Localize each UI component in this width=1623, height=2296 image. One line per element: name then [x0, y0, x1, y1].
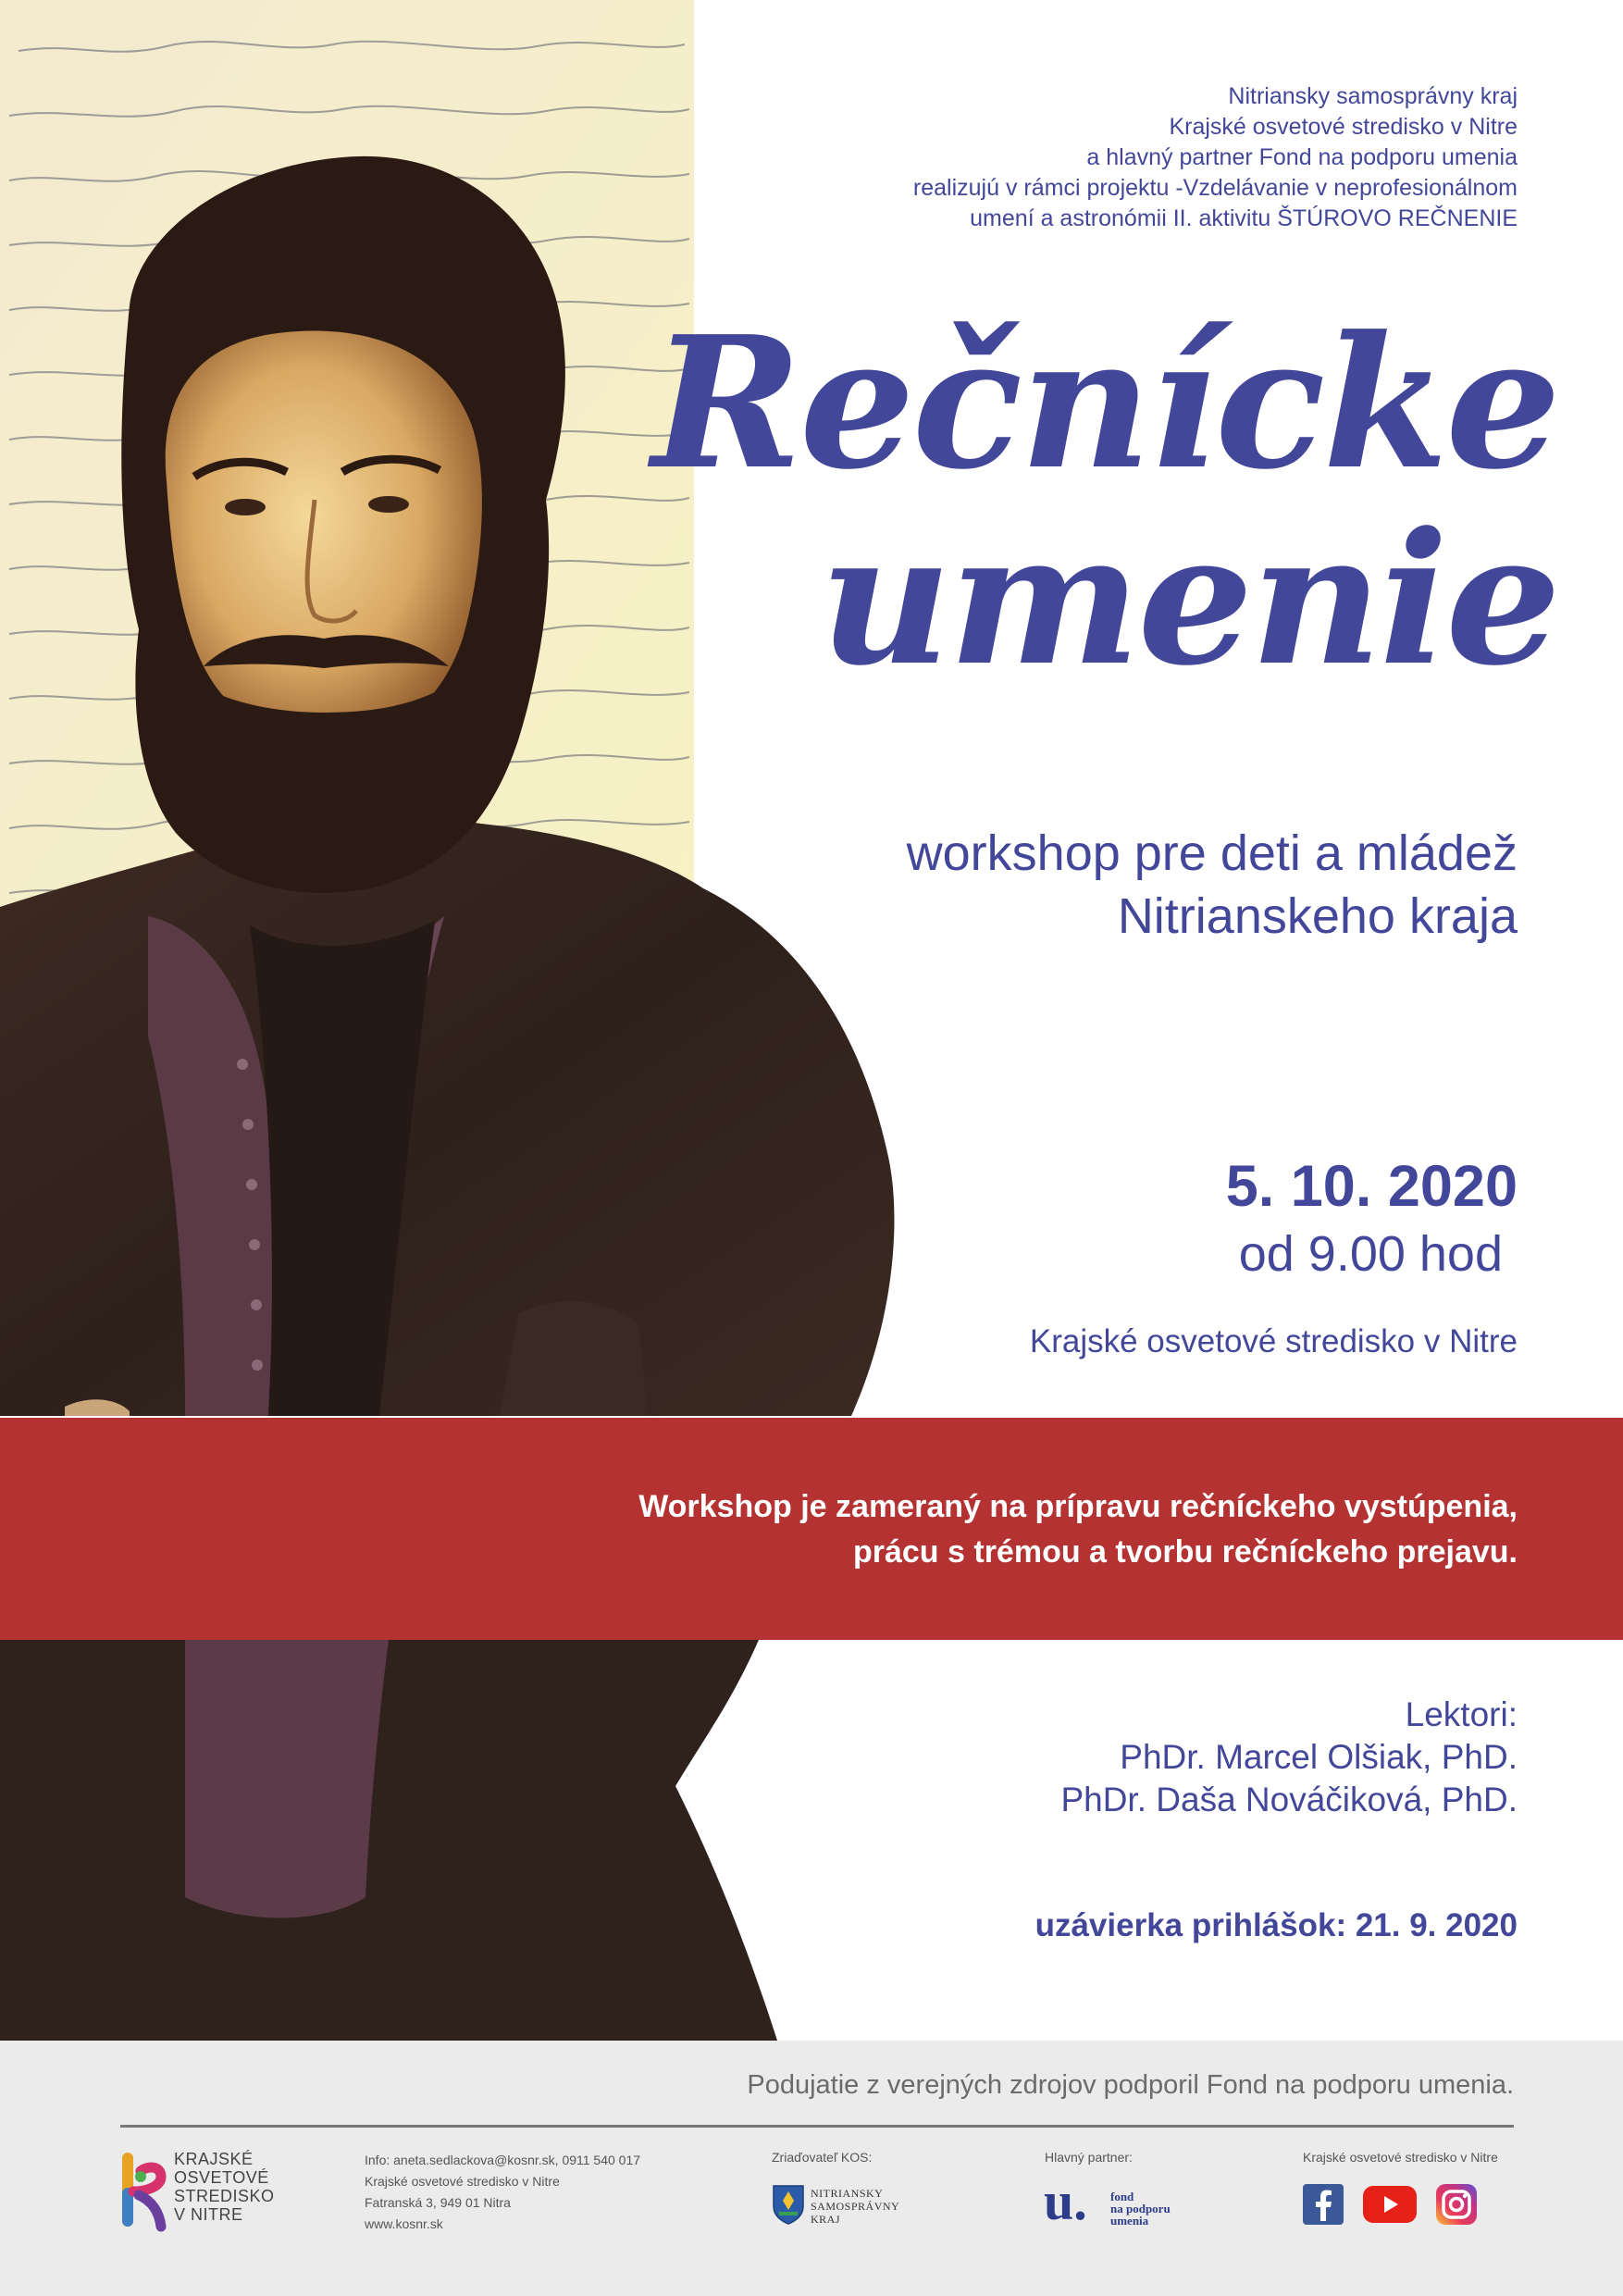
header-line: realizujú v rámci projektu -Vzdelávanie v neprofesionálnom	[912, 175, 1518, 201]
fpu-logo-text	[1110, 2191, 1171, 2227]
header-line: Krajské osvetové stredisko v Nitre	[1169, 114, 1518, 140]
vest-lower	[185, 1640, 389, 1918]
coat-lower	[0, 1640, 777, 2041]
nsk-logo-line: NITRIANSKY	[811, 2187, 884, 2200]
founder-label: Zriaďovateľ KOS:	[772, 2150, 873, 2165]
fpu-logo-mark: u.	[1044, 2171, 1087, 2231]
organizers-text	[685, 81, 1518, 234]
subtitle-line-2: Nitrianskeho kraja	[1117, 888, 1518, 944]
description-line-2: prácu s trémou a tvorbu rečníckeho prejavu.	[852, 1534, 1518, 1570]
instagram-icon[interactable]	[1436, 2184, 1477, 2225]
kos-logo-line: OSVETOVÉ	[174, 2168, 269, 2187]
poster-title	[633, 297, 1558, 706]
footer-divider	[120, 2125, 1514, 2128]
lecturers-label: Lektori:	[1405, 1695, 1518, 1733]
lecturer-name: PhDr. Marcel Olšiak, PhD.	[1120, 1738, 1518, 1776]
kos-logo-line: STREDISKO	[174, 2187, 275, 2205]
right-eye	[368, 496, 409, 513]
partner-label: Hlavný partner:	[1045, 2150, 1133, 2165]
contact-website-link[interactable]: www.kosnr.sk	[365, 2216, 443, 2231]
kos-logo-line: V NITRE	[174, 2205, 243, 2224]
header-line: a hlavný partner Fond na podporu umenia	[1086, 144, 1518, 170]
nsk-crest-icon	[772, 2184, 805, 2225]
header-line: umení a astronómii II. aktivitu ŠTÚROVO REČNENIE	[970, 205, 1518, 231]
title-line-1: Rečnícke	[651, 297, 1558, 510]
contact-info	[365, 2150, 640, 2235]
description-text	[638, 1484, 1518, 1575]
subtitle	[685, 822, 1518, 948]
youtube-icon[interactable]	[1363, 2184, 1417, 2225]
lecturers	[1060, 1694, 1518, 1821]
nsk-logo-line: SAMOSPRÁVNY	[811, 2200, 900, 2213]
event-time: od 9.00 hod	[1238, 1226, 1503, 1282]
subtitle-line-1: workshop pre deti a mládež	[906, 825, 1518, 881]
description-line-1: Workshop je zameraný na prípravu rečníckeho vystúpenia,	[638, 1489, 1518, 1524]
registration-deadline: uzávierka prihlášok: 21. 9. 2020	[1035, 1907, 1518, 1943]
kos-logo-text	[174, 2150, 275, 2224]
title-line-2: umenie	[819, 493, 1558, 706]
contact-org: Krajské osvetové stredisko v Nitre	[365, 2174, 560, 2189]
face	[166, 331, 482, 742]
left-eye	[225, 499, 266, 515]
contact-address: Fatranská 3, 949 01 Nitra	[365, 2195, 511, 2210]
social-label: Krajské osvetové stredisko v Nitre	[1303, 2150, 1498, 2165]
event-venue: Krajské osvetové stredisko v Nitre	[1029, 1323, 1518, 1359]
nsk-logo-line: KRAJ	[811, 2213, 841, 2226]
kos-logo-line: KRAJSKÉ	[174, 2150, 254, 2168]
contact-email[interactable]: Info: aneta.sedlackova@kosnr.sk, 0911 540 017	[365, 2153, 641, 2167]
event-date: 5. 10. 2020	[1225, 1154, 1518, 1219]
fpu-logo-line: fond	[1110, 2190, 1134, 2203]
lecturer-name: PhDr. Daša Nováčiková, PhD.	[1060, 1781, 1518, 1818]
nsk-logo-text	[811, 2187, 899, 2226]
facebook-icon[interactable]	[1303, 2184, 1344, 2225]
support-text: Podujatie z verejných zdrojov podporil Fond na podporu umenia.	[747, 2070, 1514, 2100]
fpu-logo-line: na podporu	[1110, 2202, 1171, 2215]
arm	[500, 1301, 648, 1416]
fpu-logo-line: umenia	[1110, 2214, 1149, 2228]
header-line: Nitriansky samosprávny kraj	[1228, 83, 1518, 109]
